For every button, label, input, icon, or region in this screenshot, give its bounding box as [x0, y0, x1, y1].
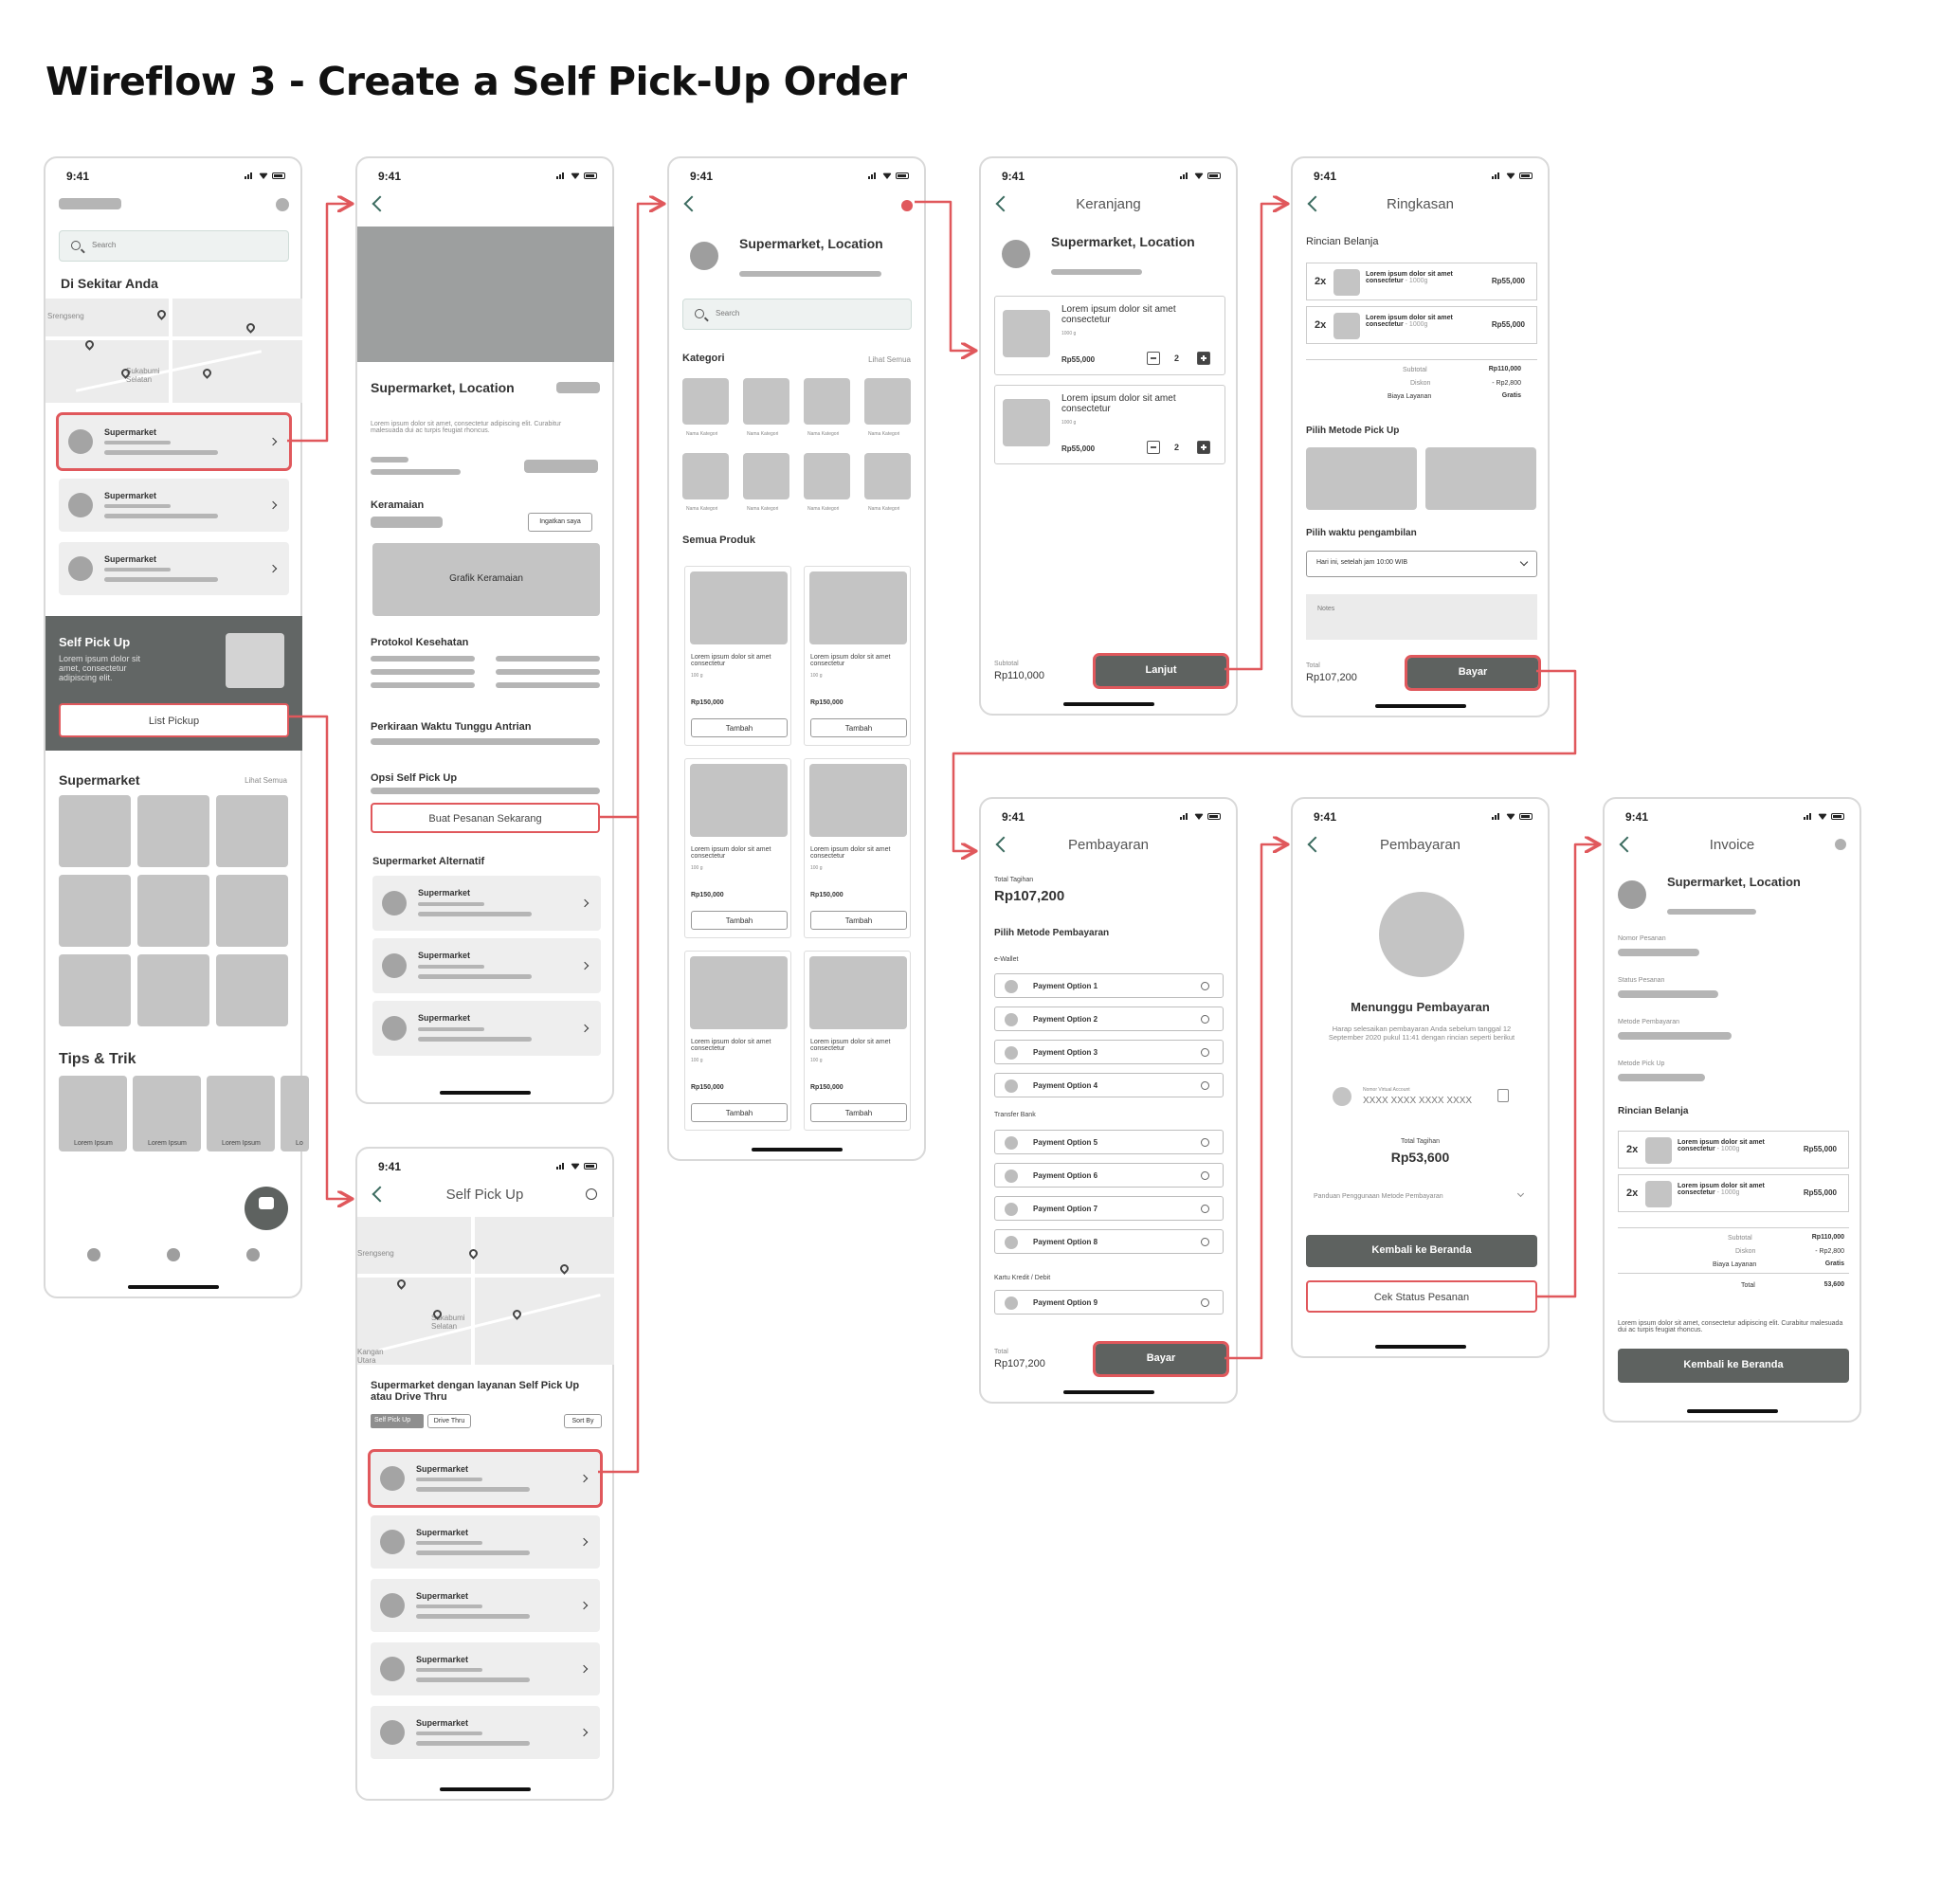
add-button[interactable]: Tambah [691, 1103, 788, 1122]
radio-icon[interactable] [1201, 982, 1209, 990]
chat-icon [259, 1197, 274, 1209]
chevron-right-icon [269, 565, 277, 572]
summary-item: 2x Lorem ipsum dolor sit amet consectetur - 1000g Rp55,000 [1306, 263, 1537, 300]
screen-header: Pembayaran [1379, 837, 1461, 853]
payment-option[interactable] [994, 1290, 1224, 1315]
category-tile[interactable] [804, 453, 850, 499]
product-card[interactable] [684, 951, 791, 1131]
category-tile[interactable] [864, 453, 911, 499]
subtotal-value: Rp110,000 [994, 670, 1045, 681]
cart-item: Lorem ipsum dolor sit amet consectetur 1000 g Rp55,000 2 [994, 385, 1225, 464]
screen-store-catalog: 9:41 Supermarket, Location Search Kategori Lihat Semua Nama Kategori Nama Kategori Nama Kategori Nama Kategori Nama Kategori Nama Kategori Nama Kategori Nama Kategori Semua Produk Lorem ipsum dolor sit amet consectetur 100 g Rp150,000 Tambah Lorem ipsum dolor sit amet consectetur 100 g Rp150,000 Tambah Lorem ipsum dolor sit amet consectetur 100 g Rp150,000 Tambah Lorem ipsum dolor sit amet consectetur 100 g Rp150,000 Tambah Lorem ipsum dolor sit amet consectetur 100 g Rp150,000 Tambah Lorem ipsum dolor sit amet consectetur 100 g Rp150,000 Tambah [667, 156, 926, 1161]
payment-option-label: Payment Option 2 [1033, 1015, 1098, 1024]
screen-payment-method: 9:41 Pembayaran Total Tagihan Rp107,200 Pilih Metode Pembayaran e-Wallet Transfer Bank Kartu Kredit / Debit Payment Option 1 Payment Option 2 Payment Option 3 Payment Option 4 Payment Option 5 Payment Option 6 Payment Option 7 Payment Option 8 Payment Option 9 Total Rp107,200 Bayar [979, 797, 1238, 1404]
status-icons [1180, 172, 1221, 179]
payment-option-label: Payment Option 4 [1033, 1081, 1098, 1090]
invoice-item: 2x Lorem ipsum dolor sit amet consectetur - 1000g Rp55,000 [1618, 1131, 1849, 1169]
map-pin-icon[interactable] [155, 308, 168, 320]
sort-button[interactable]: Sort By [564, 1414, 602, 1428]
supermarket-card[interactable] [59, 542, 289, 595]
add-button[interactable]: Tambah [810, 1103, 907, 1122]
screen-home [44, 156, 302, 1298]
product-card[interactable] [804, 566, 911, 746]
screen-invoice: 9:41 Invoice Supermarket, Location Nomor Pesanan Status Pesanan Metode Pembayaran Metode Pick Up Rincian Belanja 2x Lorem ipsum dolor sit amet consectetur - 1000g Rp55,000 2x Lorem ipsum dolor sit amet consectetur - 1000g Rp55,000 Subtotal Rp110,000 Diskon - Rp2,800 Biaya Layanan Gratis Total 53,600 Lorem ipsum dolor sit amet, consectetur adipiscing elit. Curabitur malesuada dui ac turpis feugiat rhoncus. Kembali ke Beranda [1603, 797, 1861, 1423]
map-pin-icon[interactable] [83, 338, 96, 351]
chevron-right-icon [269, 501, 277, 509]
product-name: Lorem ipsum dolor sit amet consectetur [810, 1039, 891, 1052]
item-qty: 2 [1174, 443, 1180, 452]
total-label: Total Tagihan [994, 877, 1034, 883]
chip-self-pickup[interactable]: Self Pick Up [371, 1414, 424, 1428]
product-weight: 100 g [691, 865, 703, 871]
card-title: Supermarket [416, 1718, 469, 1728]
product-name: Lorem ipsum dolor sit amet consectetur [810, 846, 891, 860]
status-icons [868, 172, 909, 179]
pickup-method-option[interactable] [1425, 447, 1536, 510]
invoice-item: 2x Lorem ipsum dolor sit amet consectetur - 1000g Rp55,000 [1618, 1174, 1849, 1212]
payment-option-label: Payment Option 1 [1033, 982, 1098, 990]
product-image [690, 571, 788, 644]
product-price: Rp150,000 [810, 699, 844, 706]
category-title: Kategori [682, 353, 725, 364]
minus-icon[interactable] [1147, 441, 1160, 454]
home-indicator [1687, 1409, 1778, 1413]
status-time: 9:41 [1002, 170, 1025, 183]
nav-orders-icon[interactable] [167, 1248, 180, 1261]
self-pickup-banner [45, 616, 302, 751]
card-title: Supermarket [104, 427, 157, 437]
banner-image [226, 633, 284, 688]
screen-header: Invoice [1709, 837, 1755, 853]
product-price: Rp150,000 [691, 1084, 724, 1091]
page-title: Wireflow 3 - Create a Self Pick-Up Order [45, 59, 907, 104]
supermarket-card[interactable] [371, 1579, 600, 1632]
grid-tile[interactable] [59, 875, 131, 947]
payment-guide[interactable]: Panduan Penggunaan Metode Pembayaran [1314, 1193, 1443, 1200]
payment-option[interactable] [994, 1006, 1224, 1031]
payment-logo [1005, 1136, 1018, 1150]
radio-icon[interactable] [1201, 1048, 1209, 1057]
product-weight: 100 g [691, 673, 703, 679]
item-price: Rp55,000 [1061, 355, 1096, 364]
status-icons [1492, 812, 1533, 820]
payment-logo [1005, 1297, 1018, 1310]
screen-header: Keranjang [1076, 196, 1141, 212]
screen-waiting-payment: 9:41 Pembayaran Menunggu Pembayaran Harap selesaikan pembayaran Anda sebelum tanggal 12 September 2020 pukul 11:41 dengan rincian seperti berikut Nomor Virtual Account XXXX XXXX XXXX XXXX Total Tagihan Rp53,600 Panduan Penggunaan Metode Pembayaran Kembali ke Beranda Cek Status Pesanan [1291, 797, 1550, 1358]
pickup-map[interactable] [357, 1217, 614, 1365]
map-label: Sukabumi Selatan [431, 1314, 465, 1331]
map-pin-icon[interactable] [467, 1247, 480, 1260]
notify-me-button[interactable]: Ingatkan saya [528, 513, 592, 532]
item-name: Lorem ipsum dolor sit amet consectetur [1061, 304, 1176, 325]
product-card[interactable] [684, 758, 791, 938]
card-title: Supermarket [418, 1013, 471, 1023]
pickup-time-select[interactable]: Hari ini, setelah jam 10:00 WIB [1306, 551, 1537, 577]
payment-option[interactable] [994, 1163, 1224, 1188]
category-tile[interactable] [743, 378, 789, 425]
status-icons [556, 172, 597, 179]
chevron-right-icon [580, 1729, 588, 1736]
chevron-right-icon [580, 1602, 588, 1609]
category-tile[interactable] [864, 378, 911, 425]
supermarket-card[interactable] [371, 1452, 600, 1505]
card-title: Supermarket [418, 951, 471, 960]
status-illustration [1379, 892, 1464, 977]
crowd-chart: Grafik Keramaian [372, 543, 600, 616]
card-title: Supermarket [416, 1464, 469, 1474]
logo-placeholder [59, 198, 121, 209]
screen-header: Ringkasan [1387, 196, 1454, 212]
payment-option[interactable] [994, 1040, 1224, 1064]
ewallet-section: e-Wallet [994, 956, 1019, 963]
product-name: Lorem ipsum dolor sit amet consectetur [691, 1039, 771, 1052]
category-tile[interactable] [682, 453, 729, 499]
supermarket-card[interactable] [371, 1642, 600, 1695]
product-price: Rp150,000 [691, 699, 724, 706]
status-icons [245, 172, 285, 179]
banner-text: Lorem ipsum dolor sit amet, consectetur adipiscing elit. [59, 654, 141, 682]
add-button[interactable]: Tambah [691, 911, 788, 930]
payment-logo [1005, 980, 1018, 993]
map-pin-icon[interactable] [201, 367, 213, 379]
payment-option[interactable] [994, 1130, 1224, 1154]
add-button[interactable]: Tambah [810, 718, 907, 737]
payment-logo [1005, 1079, 1018, 1093]
tips-card[interactable]: Lorem Ipsum [133, 1076, 201, 1151]
add-button[interactable]: Tambah [810, 911, 907, 930]
map-label: Sukabumi Selatan [126, 367, 160, 384]
radio-icon[interactable] [1201, 1138, 1209, 1147]
map-label: Kangan Utara [357, 1348, 384, 1365]
supermarket-card[interactable] [371, 1515, 600, 1569]
radio-icon[interactable] [1201, 1015, 1209, 1024]
map-pin-icon[interactable] [245, 321, 257, 334]
chat-help-button[interactable] [245, 1187, 288, 1230]
card-title: Supermarket [104, 554, 157, 564]
product-weight: 100 g [810, 673, 823, 679]
nav-home-icon[interactable] [87, 1248, 100, 1261]
home-indicator [1063, 1390, 1154, 1394]
radio-icon[interactable] [1201, 1171, 1209, 1180]
virtual-account-number: XXXX XXXX XXXX XXXX [1363, 1096, 1473, 1106]
payment-option-label: Payment Option 3 [1033, 1048, 1098, 1057]
screen-self-pickup-list [355, 1147, 614, 1801]
home-indicator [128, 1285, 219, 1289]
screen-summary: 9:41 Ringkasan Rincian Belanja 2x Lorem ipsum dolor sit amet consectetur - 1000g Rp55,000 2x Lorem ipsum dolor sit amet consectetur - 1000g Rp55,000 Subtotal Rp110,000 Diskon - Rp2,800 Biaya Layanan Gratis Pilih Metode Pick Up Pilih waktu pengambilan Hari ini, setelah jam 10:00 WIB Notes Total Rp107,200 Bayar [1291, 156, 1550, 717]
section-title: Supermarket [59, 772, 140, 788]
pay-button[interactable]: Bayar [1407, 658, 1538, 688]
grid-tile[interactable] [59, 795, 131, 867]
supermarket-card[interactable] [372, 876, 601, 931]
wait-time-title: Perkiraan Waktu Tunggu Antrian [371, 721, 532, 733]
item-price: Rp55,000 [1061, 444, 1096, 453]
card-title: Supermarket [416, 1655, 469, 1664]
radio-icon[interactable] [1201, 1205, 1209, 1213]
status-time: 9:41 [1625, 810, 1649, 824]
payment-option-label: Payment Option 9 [1033, 1298, 1098, 1307]
battery-icon [272, 172, 285, 179]
pickup-options-title: Opsi Self Pick Up [371, 772, 458, 784]
order-now-button[interactable]: Buat Pesanan Sekarang [371, 803, 600, 833]
product-name: Lorem ipsum dolor sit amet consectetur [691, 654, 771, 667]
back-icon[interactable] [372, 196, 389, 212]
store-avatar [1002, 240, 1030, 268]
status-icons [1492, 172, 1533, 179]
card-title: Supermarket [416, 1528, 469, 1537]
search-icon[interactable] [586, 1188, 597, 1200]
map-label: Srengseng [357, 1249, 394, 1258]
product-weight: 100 g [810, 1058, 823, 1063]
bank-section: Transfer Bank [994, 1112, 1036, 1118]
item-name: Lorem ipsum dolor sit amet consectetur [1061, 393, 1176, 414]
item-qty: 2 [1174, 354, 1180, 363]
screen-cart [979, 156, 1238, 716]
map-label: Srengseng [47, 312, 84, 320]
supermarket-card[interactable] [372, 1001, 601, 1056]
product-card[interactable] [804, 951, 911, 1131]
pickup-method-title: Pilih Metode Pick Up [1306, 426, 1400, 436]
grid-tile[interactable] [216, 875, 288, 947]
product-image [690, 764, 788, 837]
details-title: Rincian Belanja [1618, 1106, 1689, 1116]
home-indicator [1375, 704, 1466, 708]
payment-logo [1005, 1170, 1018, 1183]
search-input[interactable]: Search [682, 299, 912, 330]
plus-icon[interactable] [1197, 441, 1210, 454]
product-image [809, 764, 907, 837]
cart-item: Lorem ipsum dolor sit amet consectetur 1000 g Rp55,000 2 [994, 296, 1225, 375]
store-avatar [68, 493, 93, 517]
product-price: Rp150,000 [810, 892, 844, 898]
payment-logo [1005, 1046, 1018, 1060]
all-products-title: Semua Produk [682, 535, 756, 546]
store-description: Lorem ipsum dolor sit amet, consectetur adipiscing elit. Curabitur malesuada dui ac turpis feugiat rhoncus. [371, 421, 562, 434]
payment-status: Menunggu Pembayaran [1351, 1000, 1490, 1014]
store-name: Supermarket, Location [1667, 875, 1801, 889]
store-avatar [68, 556, 93, 581]
summary-item: 2x Lorem ipsum dolor sit amet consectetur - 1000g Rp55,000 [1306, 306, 1537, 344]
product-price: Rp150,000 [691, 892, 724, 898]
product-image [690, 956, 788, 1029]
home-indicator [1375, 1345, 1466, 1349]
radio-icon[interactable] [1201, 1238, 1209, 1246]
status-time: 9:41 [690, 170, 714, 183]
see-all-link[interactable]: Lihat Semua [868, 355, 911, 364]
chevron-down-icon[interactable] [1517, 1190, 1524, 1197]
alternative-title: Supermarket Alternatif [372, 856, 485, 867]
screen-header: Pembayaran [1067, 837, 1150, 853]
radio-icon[interactable] [1201, 1298, 1209, 1307]
grid-tile[interactable] [137, 875, 209, 947]
status-icons [556, 1162, 597, 1170]
store-avatar [1618, 880, 1646, 909]
store-avatar [690, 242, 718, 270]
map-pin-icon[interactable] [395, 1278, 408, 1290]
chevron-right-icon [581, 899, 589, 907]
chevron-right-icon [580, 1475, 588, 1482]
product-weight: 100 g [810, 865, 823, 871]
card-title: Supermarket [418, 888, 471, 898]
payment-option[interactable] [994, 1073, 1224, 1097]
product-image [809, 571, 907, 644]
details-title: Rincian Belanja [1306, 236, 1379, 247]
grid-tile[interactable] [216, 795, 288, 867]
status-time: 9:41 [1002, 810, 1025, 824]
pay-button[interactable]: Bayar [1096, 1344, 1226, 1374]
bank-logo [1333, 1087, 1351, 1106]
invoice-note: Lorem ipsum dolor sit amet, consectetur adipiscing elit. Curabitur malesuada dui ac turpis feugiat rhoncus. [1618, 1320, 1843, 1333]
card-section: Kartu Kredit / Debit [994, 1275, 1051, 1281]
crowd-title: Keramaian [371, 499, 425, 511]
total-value: Rp107,200 [1306, 672, 1357, 683]
invoice-total: 53,600 [1823, 1281, 1844, 1288]
total-value: Rp107,200 [994, 888, 1065, 904]
pickup-time-title: Pilih waktu pengambilan [1306, 528, 1417, 538]
category-tile[interactable] [682, 378, 729, 425]
category-tile[interactable] [743, 453, 789, 499]
grid-tile[interactable] [59, 954, 131, 1026]
tips-card[interactable]: Lorem Ipsum [59, 1076, 127, 1151]
subtotal-label: Subtotal [994, 661, 1019, 667]
payment-option[interactable] [994, 1196, 1224, 1221]
category-tile[interactable] [804, 378, 850, 425]
status-time: 9:41 [378, 1160, 402, 1173]
product-name: Lorem ipsum dolor sit amet consectetur [691, 846, 771, 860]
supermarket-card[interactable] [59, 415, 289, 468]
back-home-button[interactable]: Kembali ke Beranda [1618, 1349, 1849, 1383]
check-order-status-button[interactable]: Cek Status Pesanan [1306, 1280, 1537, 1313]
radio-icon[interactable] [1201, 1081, 1209, 1090]
status-time: 9:41 [1314, 810, 1337, 824]
tips-card[interactable]: Lorem Ipsum [207, 1076, 275, 1151]
banner-title: Self Pick Up [59, 635, 131, 649]
store-cover-image [357, 227, 614, 362]
back-home-button[interactable]: Kembali ke Beranda [1306, 1235, 1537, 1267]
payment-logo [1005, 1236, 1018, 1249]
payment-option-label: Payment Option 8 [1033, 1238, 1098, 1246]
chip-drive-thru[interactable]: Drive Thru [427, 1414, 471, 1428]
supermarket-card[interactable] [372, 938, 601, 993]
total-value: Rp53,600 [1390, 1150, 1450, 1165]
screen-store-detail [355, 156, 614, 1104]
card-title: Supermarket [416, 1591, 469, 1601]
more-icon[interactable] [1835, 839, 1846, 850]
status-icons [1180, 812, 1221, 820]
payment-option[interactable] [994, 973, 1224, 998]
chevron-down-icon [1520, 558, 1528, 566]
continue-button[interactable]: Lanjut [1096, 656, 1226, 686]
back-icon[interactable] [684, 196, 700, 212]
status-icons [1804, 812, 1844, 820]
product-image [809, 956, 907, 1029]
tips-card[interactable]: Lo [281, 1076, 309, 1151]
nearby-map[interactable] [45, 299, 302, 403]
product-name: Lorem ipsum dolor sit amet consectetur [810, 654, 891, 667]
store-name: Supermarket, Location [1051, 234, 1195, 249]
payment-logo [1005, 1203, 1018, 1216]
avatar[interactable] [276, 198, 289, 211]
status-time: 9:41 [378, 170, 402, 183]
search-input[interactable]: Search [59, 230, 289, 262]
grid-tile[interactable] [137, 954, 209, 1026]
payment-option-label: Payment Option 7 [1033, 1205, 1098, 1213]
payment-option-label: Payment Option 5 [1033, 1138, 1098, 1147]
copy-icon[interactable] [1497, 1089, 1509, 1102]
choose-method-title: Pilih Metode Pembayaran [994, 928, 1110, 938]
list-pickup-button[interactable]: List Pickup [59, 703, 289, 737]
product-weight: 100 g [691, 1058, 703, 1063]
supermarket-card[interactable] [59, 479, 289, 532]
notes-input[interactable]: Notes [1306, 594, 1537, 640]
payment-option[interactable] [994, 1229, 1224, 1254]
chevron-right-icon [581, 1025, 589, 1032]
plus-icon[interactable] [1197, 352, 1210, 365]
home-indicator [752, 1148, 843, 1151]
wifi-icon [259, 172, 268, 179]
see-all-link[interactable]: Lihat Semua [245, 776, 287, 785]
store-avatar [68, 429, 93, 454]
status-time: 9:41 [66, 170, 90, 183]
chevron-right-icon [580, 1538, 588, 1546]
list-heading: Supermarket dengan layanan Self Pick Up atau Drive Thru [371, 1380, 580, 1403]
product-price: Rp150,000 [810, 1084, 844, 1091]
total-label: Total [1306, 662, 1320, 669]
card-title: Supermarket [104, 491, 157, 500]
grid-tile[interactable] [216, 954, 288, 1026]
grid-tile[interactable] [137, 795, 209, 867]
minus-icon[interactable] [1147, 352, 1160, 365]
footer-total: Rp107,200 [994, 1358, 1045, 1369]
tips-title: Tips & Trik [59, 1051, 136, 1067]
payment-note: Harap selesaikan pembayaran Anda sebelum tanggal 12 September 2020 pukul 11:41 dengan rincian seperti berikut [1328, 1025, 1515, 1042]
nearby-title: Di Sekitar Anda [61, 276, 158, 291]
payment-logo [1005, 1013, 1018, 1026]
home-indicator [1063, 702, 1154, 706]
protocol-title: Protokol Kesehatan [371, 637, 469, 648]
home-indicator [440, 1091, 531, 1095]
status-time: 9:41 [1314, 170, 1337, 183]
home-indicator [440, 1787, 531, 1791]
cart-icon[interactable] [901, 200, 913, 211]
supermarket-card[interactable] [371, 1706, 600, 1759]
product-card[interactable] [804, 758, 911, 938]
payment-option-label: Payment Option 6 [1033, 1171, 1098, 1180]
pickup-method-option[interactable] [1306, 447, 1417, 510]
store-name: Supermarket, Location [371, 380, 515, 395]
nav-profile-icon[interactable] [246, 1248, 260, 1261]
store-name: Supermarket, Location [739, 236, 883, 251]
chevron-right-icon [581, 962, 589, 970]
map-pin-icon[interactable] [558, 1262, 571, 1275]
add-button[interactable]: Tambah [691, 718, 788, 737]
product-card[interactable] [684, 566, 791, 746]
screen-header: Self Pick Up [445, 1187, 524, 1203]
chevron-right-icon [269, 438, 277, 445]
chevron-right-icon [580, 1665, 588, 1673]
